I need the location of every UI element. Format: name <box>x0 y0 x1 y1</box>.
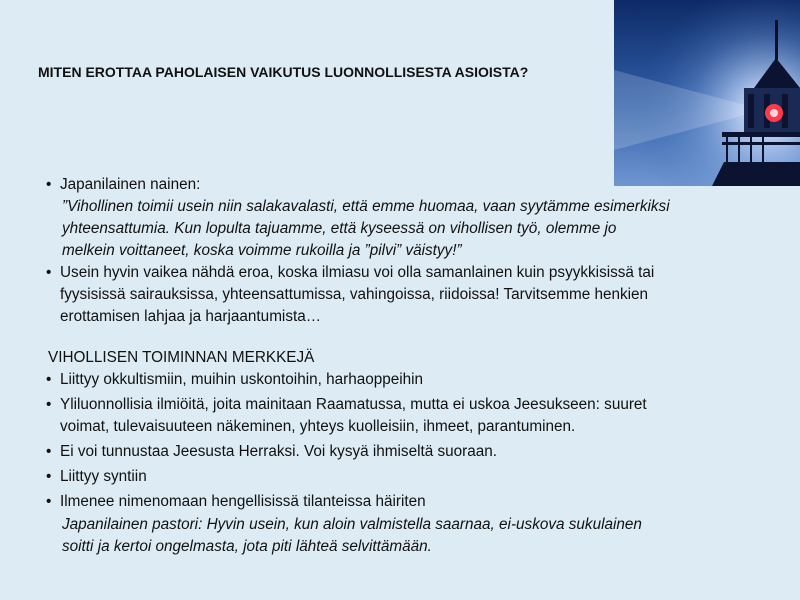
list-item: • Japanilainen nainen: <box>44 174 764 196</box>
quote-japanese-pastor <box>44 514 764 558</box>
list-item-line: erottamisen lahjaa ja harjaantumista… <box>60 308 322 325</box>
list-item-line: voimat, tulevaisuuteen näkeminen, yhteys kuolleisiin, ihmeet, parantuminen. <box>60 418 576 435</box>
quote-japanese-woman <box>44 196 764 262</box>
list-item-line: • Usein hyvin vaikea nähdä eroa, koska ilmiasu voi olla samanlainen kuin psyykkisissä tai <box>60 264 655 281</box>
quote-line: Japanilainen pastori: Hyvin usein, kun aloin valmistella saarnaa, ei-uskova sukulainen <box>62 516 642 533</box>
slide-content <box>44 174 764 558</box>
list-item: • Ei voi tunnustaa Jeesusta Herraksi. Voi kysyä ihmiseltä suoraan. <box>44 441 764 463</box>
lighthouse-photo <box>614 0 800 186</box>
list-item-line: • Yliluonnollisia ilmiöitä, joita mainitaan Raamatussa, mutta ei uskoa Jeesukseen: suuret <box>60 396 647 413</box>
quote-line: melkein voittaneet, koska voimme rukoilla ja ”pilvi” väistyy!” <box>62 242 462 259</box>
quote-line: yhteensattumia. Kun lopulta tajuamme, että kyseessä on vihollisen työ, olemme jo <box>62 220 617 237</box>
quote-line: soitti ja kertoi ongelmasta, jota piti lähteä selvittämään. <box>62 538 432 555</box>
list-item <box>44 262 764 328</box>
quote-line: ”Vihollinen toimii usein niin salakavalasti, että emme huomaa, vaan syytämme esimerkiksi <box>62 198 670 215</box>
section-heading: VIHOLLISEN TOIMINNAN MERKKEJÄ <box>48 349 315 366</box>
slide-title: MITEN EROTTAA PAHOLAISEN VAIKUTUS LUONNOLLISESTA ASIOISTA? <box>38 64 529 80</box>
list-item <box>44 394 764 438</box>
list-item: • Ilmenee nimenomaan hengellisissä tilanteissa häiriten <box>44 491 764 513</box>
list-item: • Liittyy okkultismiin, muihin uskontoihin, harhaoppeihin <box>44 369 764 391</box>
list-item-line: fyysisissä sairauksissa, yhteensattumissa, vahingoissa, riidoissa! Tarvitsemme henkien <box>60 286 649 303</box>
list-item: • Liittyy syntiin <box>44 466 764 488</box>
